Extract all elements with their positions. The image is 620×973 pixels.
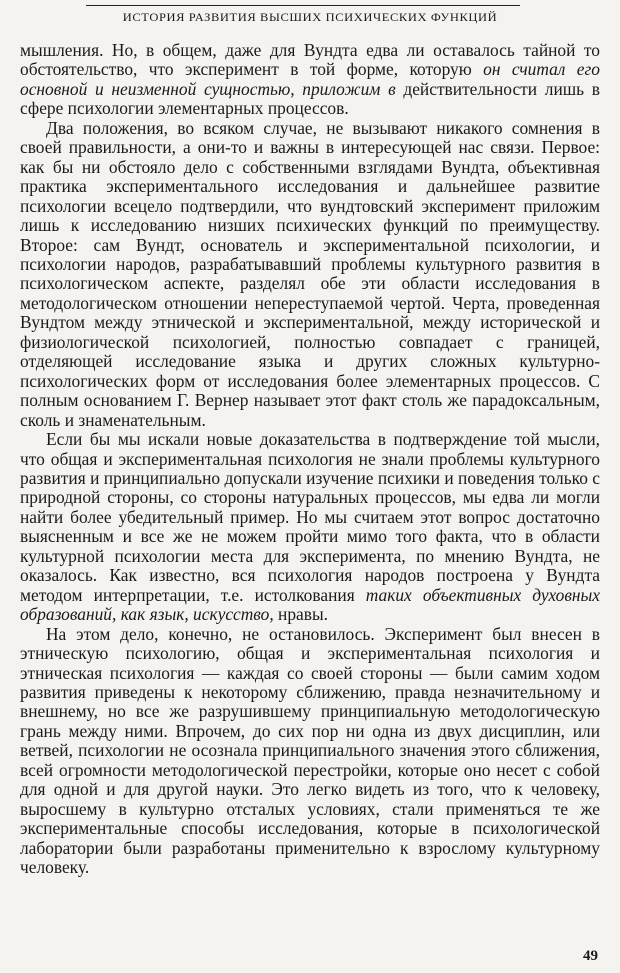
paragraph-4: На этом дело, конечно, не остановилось. Эксперимент был внесен в этническую психологию, общая и экспериментальная психология и этническая психология — каждая со своей стороны — были самим ходом развития приведены к некоторому сближению, правда незначительному и внешнему, но все же разрушившему принципиальную методологическую грань между ними. Впрочем, до сих пор ни одна из двух дисциплин, или ветвей, психологии не осознала принципиального значения этого сближения, всей огромности методологической перестройки, которые оно несет с собой для одной и для другой науки. Это легко видеть из того, что к человеку, выросшему в культурно отсталых условиях, стали применяться те же экспериментальные способы исследования, которые в психологической лаборатории были разработаны применительно к взрослому культурному человеку. (20, 623, 600, 878)
paragraph-1-text-a: мышления. Но, в общем, даже для Вундта едва ли оставалось тайной то обстоятельство, что эксперимент в той форме, которую (20, 40, 600, 80)
header-rule (86, 5, 520, 6)
paragraph-1-italic: он считал его основной и неизменной сущностью, приложим в (20, 59, 600, 99)
paragraph-2: Два положения, во всяком случае, не вызывают никакого сомнения в своей правильности, а они-то и важны в интересующей нас связи. Первое: как бы ни обстояло дело с собственными взглядами Вундта, объективная практика экспериментального исследования и дальнейшее развитие психологии всецело подтвердили, что вундтовский эксперимент приложим лишь к исследованию низших психических функций по преимуществу. Второе: сам Вундт, основатель и экспериментальной психологии, и психологии народов, разрабатывавший проблемы культурного развития в психологическом аспекте, разделял обе эти области исследования в методологическом отношении непереступаемой чертой. Черта, проведенная Вундтом между этнической и экспериментальной, между исторической и физиологической психологией, полностью совпадает с границей, отделяющей исследование языка и других сложных культурно-психологических форм от исследования более элементарных процессов. С полным основанием Г. Вернер называет этот факт столь же парадоксальным, сколь и знаменательным. (20, 117, 600, 430)
running-title: ИСТОРИЯ РАЗВИТИЯ ВЫСШИХ ПСИХИЧЕСКИХ ФУНКЦИЙ (122, 10, 498, 24)
page-body (20, 41, 600, 877)
paragraph-3-text-a: Если бы мы искали новые доказательства в подтверждение той мысли, что общая и экспериментальная психология не знали проблемы культурного развития и принципиально допускали изучение психики и поведения только с природной стороны, со стороны натуральных процессов, мы едва ли могли найти более убедительный пример. Но мы считаем этот вопрос достаточно выясненным и все же не можем пройти мимо того факта, что в области культурной психологии места для эксперимента, по мнению Вундта, не оказалось. Как известно, вся психология народов построена у Вундта методом интерпретации, т.е. истолкования (20, 429, 600, 605)
page-number: 49 (583, 948, 598, 964)
paragraph-3-italic: таких объективных духовных образований, как язык, искусство, (20, 584, 600, 625)
paragraph-3-text-c: нравы. (273, 604, 328, 625)
paragraph-1 (20, 41, 600, 119)
paragraph-1-text-c: действительности лишь в сфере психологии элементарных процессов. (20, 78, 601, 119)
paragraph-3 (20, 430, 600, 625)
